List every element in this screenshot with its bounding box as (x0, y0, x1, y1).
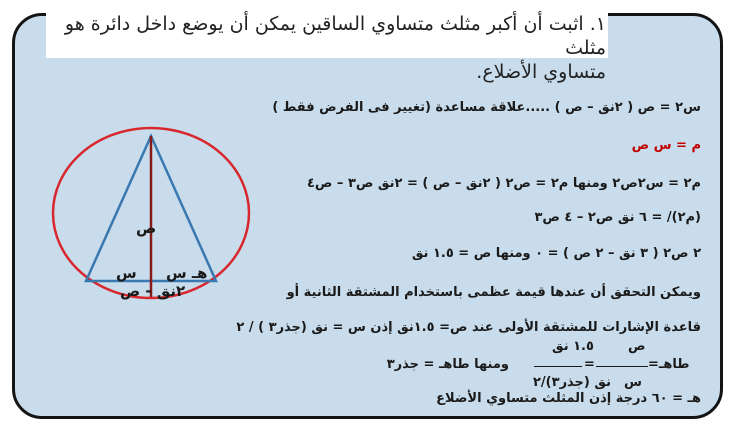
fraction-numerator-2: ١.٥ نق (552, 339, 594, 354)
label-height: ص (136, 219, 157, 237)
fraction-bar-1 (596, 366, 648, 367)
fraction-denominator-2: نق (جذر٣)/٢ (532, 375, 611, 390)
problem-line-1: اثبت أن أكبر مثلث متساوي الساقين يمكن أن يوضع داخل دائرة هو مثلث (64, 13, 606, 59)
solution-step-3: م٢ = س٢ص٢ ومنها م٢ = ص٢ ( ٢نق – ص ) = ٢نق ص٣ – ص٤ (306, 176, 701, 191)
label-angle: هـ س (166, 264, 208, 282)
solution-step-4: (م٢)/ = ٦ نق ص٢ – ٤ ص٣ (534, 210, 701, 225)
problem-number: ١. (589, 13, 606, 35)
solution-step-8: هـ = ٦٠ درجة إذن المثلث متساوي الأضلاع (436, 391, 701, 406)
label-bottom: ٢نق - ص (120, 282, 186, 300)
tan-result: ومنها طاهـ = جذر٣ (386, 357, 509, 372)
solution-step-2: م = س ص (631, 138, 701, 153)
tan-label: طاهـ= (648, 357, 690, 372)
equals-sign: = (584, 357, 595, 372)
fraction-numerator-1: ص (628, 339, 646, 354)
solution-step-1: س٢ = ص ( ٢نق – ص ) .....علاقة مساعدة (تغيير فى الفرض فقط ) (272, 100, 701, 115)
solution-step-7: قاعدة الإشارات للمشتقة الأولى عند ص= ١.٥نق إذن س = نق (جذر٣ ) / ٢ (236, 320, 701, 335)
fraction-denominator-1: س (624, 375, 642, 390)
fraction-bar-2 (534, 366, 582, 367)
problem-line-2: متساوي الأضلاع. (476, 61, 606, 83)
solution-step-5: ٢ ص٢ ( ٣ نق – ٢ ص ) = ٠ ومنها ص = ١.٥ نق (411, 246, 701, 261)
solution-step-6: ويمكن التحقق أن عندها قيمة عظمى باستخدام المشتقة الثانية أو (286, 285, 701, 300)
label-half-base: س (116, 264, 137, 282)
